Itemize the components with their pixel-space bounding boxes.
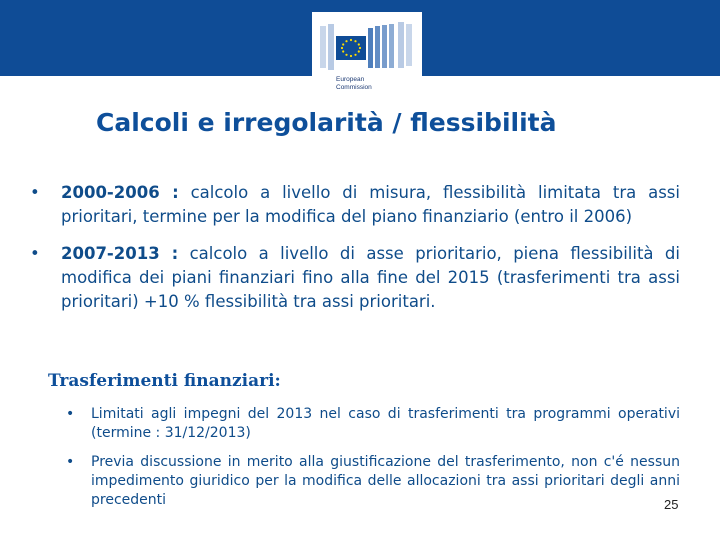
logo-wordmark xyxy=(336,76,372,92)
bullet-text: calcolo a livello di asse prioritario, piena flessibilità di modifica dei piani finanziari fino alla fine del 2015 (trasferimenti tra assi prioritari) +10 % flessibilità tra assi prioritari. xyxy=(61,244,680,311)
bullet-item-2000-2006 xyxy=(30,181,680,229)
sub-bullet-text: Limitati agli impegni del 2013 nel caso di trasferimenti tra programmi operativi (termine : 31/12/2013) xyxy=(91,406,680,441)
sub-bullet-item xyxy=(66,453,680,510)
bullet-period: 2000-2006 : xyxy=(61,183,179,202)
sub-bullet-text: Previa discussione in merito alla giustificazione del trasferimento, non c'é nessun impedimento giuridico per la modifica delle allocazioni tra assi prioritari degli anni precedenti xyxy=(91,454,680,508)
logo-line-2: Commission xyxy=(336,84,372,91)
main-bullet-list xyxy=(30,181,680,327)
sub-bullet-list xyxy=(66,405,680,520)
sub-bullet-item xyxy=(66,405,680,443)
bullet-dot-icon: • xyxy=(66,454,75,470)
bullet-item-2007-2013 xyxy=(30,242,680,314)
page-number: 25 xyxy=(664,497,679,512)
bullet-text: calcolo a livello di misura, flessibilità limitata tra assi prioritari, termine per la modifica del piano finanziario (entro il 2006) xyxy=(61,183,680,226)
european-commission-logo xyxy=(312,12,422,98)
bullet-dot-icon: • xyxy=(30,244,40,263)
slide-title: Calcoli e irregolarità / flessibilità xyxy=(96,108,557,137)
bullet-dot-icon: • xyxy=(30,183,40,202)
subheading: Trasferimenti finanziari: xyxy=(48,371,281,391)
logo-line-1: European xyxy=(336,76,365,83)
bullet-dot-icon: • xyxy=(66,406,75,422)
bullet-period: 2007-2013 : xyxy=(61,244,179,263)
